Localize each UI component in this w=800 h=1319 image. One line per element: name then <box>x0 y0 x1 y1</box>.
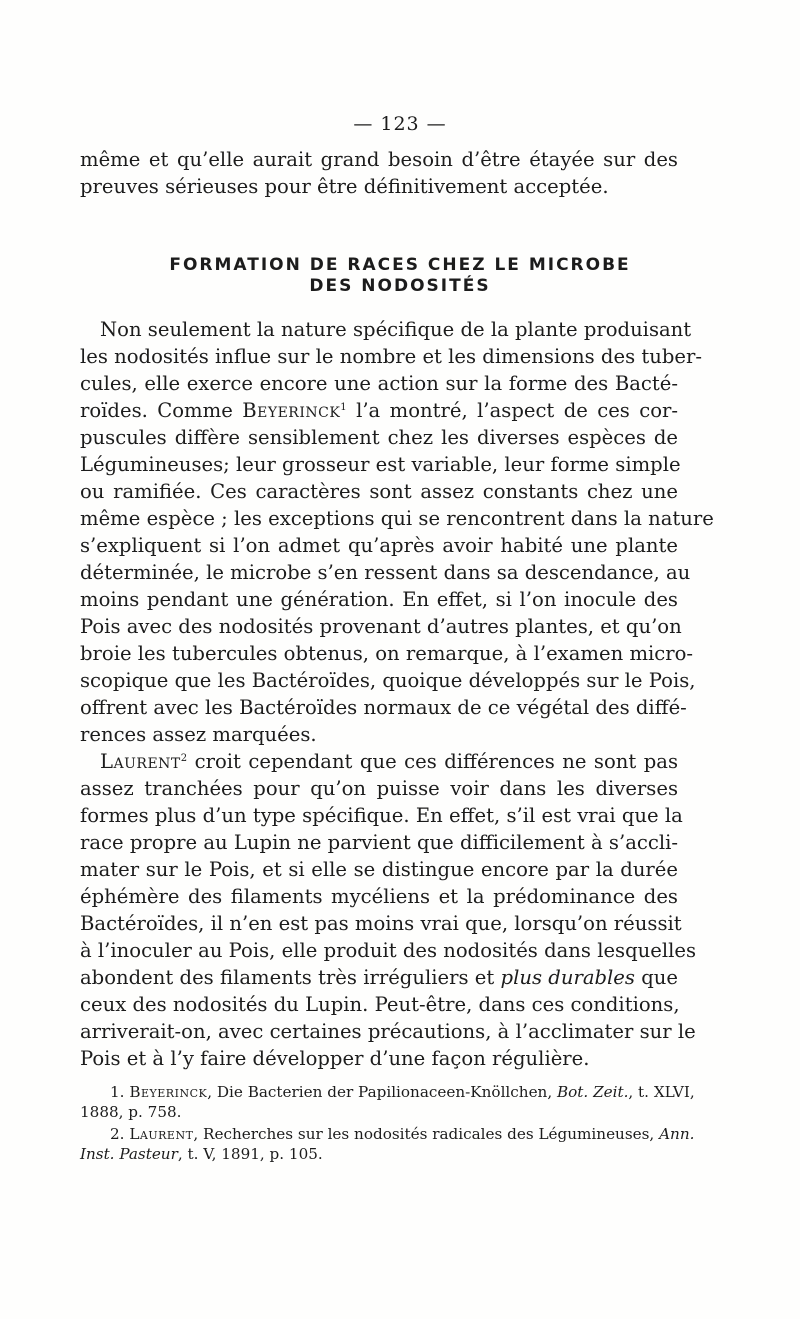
paragraph-line: cules, elle exerce encore une action sur la forme des Bacté- <box>80 372 678 395</box>
paragraph-line <box>80 397 678 424</box>
paragraph-line: même espèce ; les exceptions qui se rencontrent dans la nature <box>80 507 714 530</box>
paragraph-line: à l’inoculer au Pois, elle produit des nodosités dans lesquelles <box>80 939 697 962</box>
journal-title: Ann. <box>659 1125 695 1143</box>
paragraph-line: rences assez marquées. <box>80 723 317 746</box>
footnote-number: 1. <box>110 1083 125 1101</box>
text-span: croit cependant que ces différences ne sont pas <box>194 750 679 773</box>
footnote-ref: 2 <box>180 753 188 764</box>
paragraph-line <box>80 964 678 991</box>
section-heading-line-1: FORMATION DE RACES CHEZ LE MICROBE <box>169 255 631 275</box>
paragraph-line: Pois et à l’y faire développer d’une façon régulière. <box>80 1047 590 1070</box>
paragraph-line: race propre au Lupin ne parvient que difficilement à s’accli- <box>80 831 678 854</box>
author-name: Laurent <box>129 1125 194 1143</box>
author-name: Laurent <box>100 750 181 773</box>
paragraph-line: Légumineuses; leur grosseur est variable, leur forme simple <box>80 453 681 476</box>
journal-title: Bot. Zeit. <box>557 1083 629 1101</box>
paragraph-line: ceux des nodosités du Lupin. Peut-être, dans ces conditions, <box>80 993 680 1016</box>
paragraph-line: moins pendant une génération. En effet, si l’on inocule des <box>80 588 678 611</box>
text-span: abondent des filaments très irréguliers et <box>80 966 495 989</box>
paragraph-line: broie les tubercules obtenus, on remarque, à l’examen micro- <box>80 642 694 665</box>
paragraph-line: scopique que les Bactéroïdes, quoique développés sur le Pois, <box>80 669 696 692</box>
text-span: , t. V, 1891, p. 105. <box>177 1145 323 1163</box>
paragraph-line: s’expliquent si l’on admet qu’après avoir habité une plante <box>80 534 678 557</box>
footnote-ref: 1 <box>340 402 347 413</box>
page-number: — 123 — <box>353 113 447 135</box>
paragraph-line: assez tranchées pour qu’on puisse voir dans les diverses <box>80 777 678 800</box>
paragraph-line <box>100 748 678 775</box>
paragraph-line: déterminée, le microbe s’en ressent dans sa descendance, au <box>80 561 691 584</box>
text-span: , Die Bacterien der Papilionaceen-Knöllchen, <box>207 1083 553 1101</box>
paragraph-line: éphémère des filaments mycéliens et la prédominance des <box>80 885 678 908</box>
intro-line-2: preuves sérieuses pour être définitivement acceptée. <box>80 175 609 198</box>
section-heading-line-2: DES NODOSITÉS <box>309 276 491 296</box>
author-name: Beyerinck <box>129 1083 208 1101</box>
paragraph-line: ou ramifiée. Ces caractères sont assez constants chez une <box>80 480 678 503</box>
journal-title: Inst. Pasteur <box>80 1145 178 1163</box>
footnote-number: 2. <box>110 1125 125 1143</box>
paragraph-line: Non seulement la nature spécifique de la plante produisant <box>100 318 692 341</box>
paragraph-line: Bactéroïdes, il n’en est pas moins vrai que, lorsqu’on réussit <box>80 912 682 935</box>
footnote-1 <box>80 1083 695 1102</box>
paragraph-line: offrent avec les Bactéroïdes normaux de ce végétal des diffé- <box>80 696 687 719</box>
paragraph-line: mater sur le Pois, et si elle se distingue encore par la durée <box>80 858 678 881</box>
text-span: , t. XLVI, <box>628 1083 695 1101</box>
intro-line-1: même et qu’elle aurait grand besoin d’être étayée sur des <box>80 148 678 171</box>
paragraph-line: les nodosités influe sur le nombre et les dimensions des tuber- <box>80 345 702 368</box>
text-span: roïdes. Comme <box>80 399 233 422</box>
footnote-2 <box>80 1125 695 1144</box>
paragraph-line: puscules diffère sensiblement chez les diverses espèces de <box>80 426 678 449</box>
paragraph-line: arriverait-on, avec certaines précautions, à l’acclimater sur le <box>80 1020 696 1043</box>
italic-phrase: plus durables <box>500 966 635 989</box>
author-name: Beyerinck <box>242 399 341 422</box>
footnote-2-continued <box>80 1145 678 1164</box>
paragraph-line: formes plus d’un type spécifique. En effet, s’il est vrai que la <box>80 804 683 827</box>
footnote-1-continued: 1888, p. 758. <box>80 1103 182 1121</box>
paragraph-line: Pois avec des nodosités provenant d’autres plantes, et qu’on <box>80 615 682 638</box>
text-span: , Recherches sur les nodosités radicales des Légumineuses, <box>193 1125 655 1143</box>
text-span: l’a montré, l’aspect de ces cor- <box>356 399 679 422</box>
text-span: que <box>641 966 679 989</box>
